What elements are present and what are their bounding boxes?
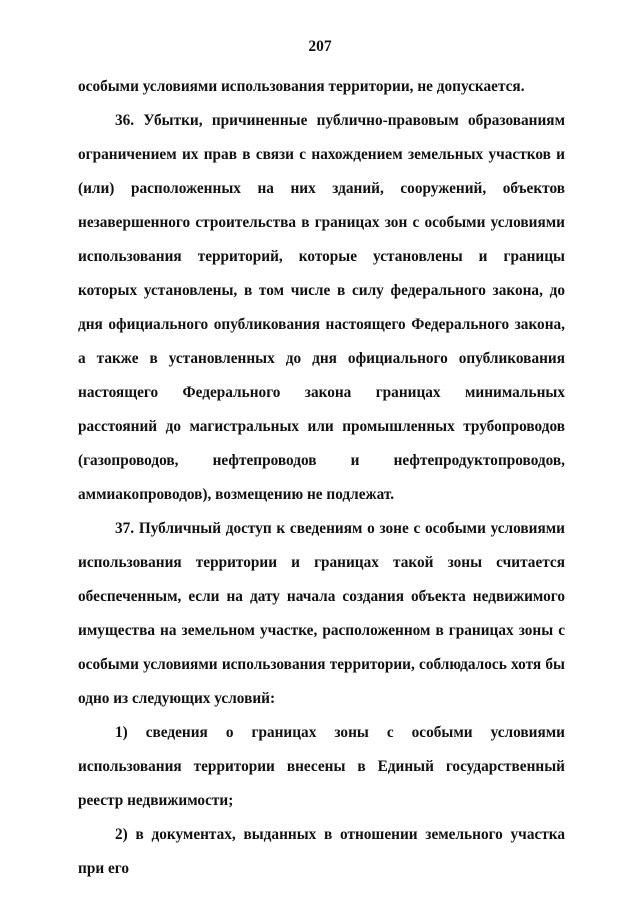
- paragraph-item-36: 36. Убытки, причиненные публично-правовым образованиям ограничением их прав в связи с нахождением земельных участков и (или) расположенных на них зданий, сооружений, объектов незавершенного строительства в границах зон с особыми условиями использования территорий, которые установлены и границы которых установлены, в том числе в силу федерального закона, до дня официального опубликования настоящего Федерального закона, а также в установленных до дня официального опубликования настоящего Федерального закона границах минимальных расстояний до магистральных или промышленных трубопроводов (газопроводов, нефтепроводов и нефтепродуктопроводов, аммиакопроводов), возмещению не подлежат.: [78, 112, 565, 503]
- paragraph-item-37: 37. Публичный доступ к сведениям о зоне с особыми условиями использования территории и границах такой зоны считается обеспеченным, если на дату начала создания объекта недвижимого имущества на земельном участке, расположенном в границах зоны с особыми условиями использования территории, соблюдалось хотя бы одно из следующих условий:: [78, 520, 565, 707]
- paragraph-subitem-2: 2) в документах, выданных в отношении земельного участка при его: [78, 826, 565, 877]
- page-number: 207: [308, 38, 332, 55]
- paragraph-continuation: особыми условиями использования территории, не допускается.: [78, 78, 525, 95]
- paragraph-subitem-1: 1) сведения о границах зоны с особыми условиями использования территории внесены в Единый государственный реестр недвижимости;: [78, 724, 565, 809]
- document-body: [78, 70, 565, 886]
